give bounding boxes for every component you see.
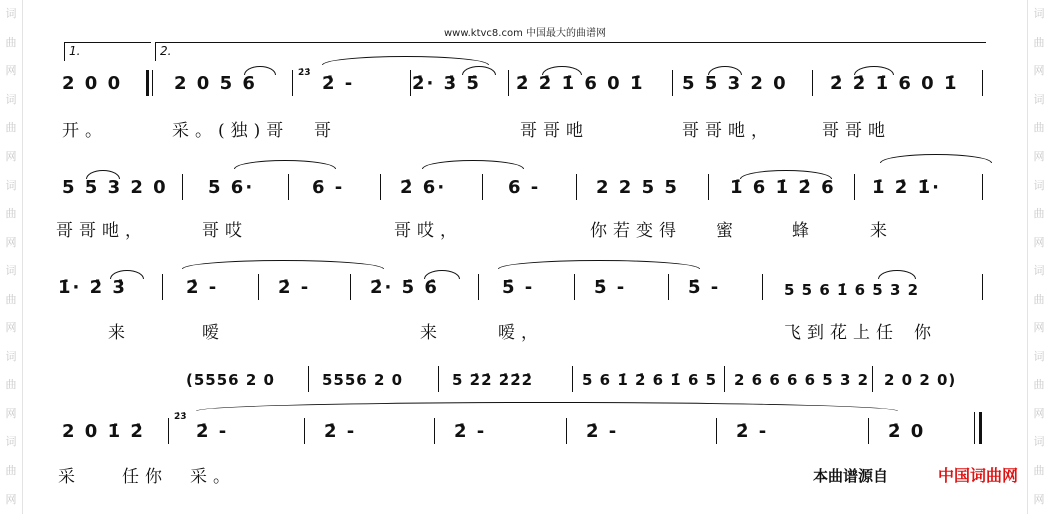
slur (244, 66, 276, 75)
right-watermark-strip (1027, 0, 1050, 514)
slur (542, 66, 582, 75)
watermark-char: 词 (1033, 264, 1045, 278)
tie (498, 260, 700, 269)
watermark-char: 曲 (1033, 292, 1045, 306)
measure: (5556 2 0 (186, 371, 275, 389)
bar-line (350, 274, 351, 300)
bar-line (716, 418, 717, 444)
measure: 5 2̇2̇ 2̇2̇2̇ (452, 371, 534, 389)
bar-line (380, 174, 381, 200)
bar-line (868, 418, 869, 444)
measure: 2̇ - (454, 421, 487, 442)
lyric: 采。(独)哥 (172, 121, 290, 141)
lyric: 采。 (190, 467, 236, 487)
watermark-char: 曲 (5, 121, 17, 135)
bar-line (434, 418, 435, 444)
measure: 2̇ - (196, 421, 229, 442)
final-bar-thick (979, 412, 982, 444)
watermark-char: 网 (1033, 492, 1045, 506)
measure: 2̇· 5̇ 6̇ (370, 277, 439, 298)
watermark-char: 词 (5, 92, 17, 106)
lyric: 你 (914, 323, 937, 343)
score-row-5 (22, 398, 1028, 458)
source-url: www.ktvc8.com 中国最大的曲谱网 (443, 28, 606, 39)
bar-line (508, 70, 509, 96)
bar-line (982, 174, 983, 200)
slur (462, 66, 496, 75)
watermark-char: 曲 (1033, 464, 1045, 478)
bar-line (572, 366, 573, 392)
source-label: 本曲谱源自 (812, 467, 888, 485)
watermark-char: 网 (5, 406, 17, 420)
watermark-char: 词 (1033, 7, 1045, 21)
measure: 5 5 6 1̇ 6 5 3 2 (784, 281, 920, 299)
brand-link[interactable]: 中国词曲网 (937, 466, 1018, 485)
slur (878, 270, 916, 279)
watermark-char: 曲 (1033, 207, 1045, 221)
final-bar-thin (974, 412, 975, 444)
measure: 2̇ 0 (888, 421, 926, 442)
measure: 5̇ - (688, 277, 721, 298)
measure: 2̇ 2̇ 1̇ 6 0 1̇ (830, 73, 959, 94)
measure: 2 0 1̇ 2̇ (62, 421, 145, 442)
measure: 2 0 0 (62, 73, 123, 94)
lyric: 来 (108, 323, 131, 343)
watermark-char: 词 (5, 435, 17, 449)
watermark-char: 词 (1033, 92, 1045, 106)
watermark-char: 网 (1033, 406, 1045, 420)
score-sheet (22, 0, 1028, 514)
watermark-char: 曲 (5, 35, 17, 49)
bar-line (762, 274, 763, 300)
watermark-char: 曲 (1033, 121, 1045, 135)
bar-line (162, 274, 163, 300)
bar-line (304, 418, 305, 444)
measure: 2̇ - (586, 421, 619, 442)
left-watermark-strip (0, 0, 23, 514)
bar-line (812, 70, 813, 96)
lyric: 哥哥吔 (520, 121, 589, 141)
bar-line (288, 174, 289, 200)
measure: 2̇ - (278, 277, 311, 298)
watermark-char: 网 (1033, 321, 1045, 335)
measure: 2 2 5 5 (596, 177, 679, 198)
watermark-char: 词 (5, 178, 17, 192)
measure: 2 0 2 0) (884, 371, 957, 389)
measure: 5 5 3 2 0 (62, 177, 168, 198)
measure: 2̇ - (736, 421, 769, 442)
grace-notes: 2̇3̇ (174, 412, 187, 422)
lyric: 哥哎， (394, 221, 463, 241)
slur (86, 170, 120, 179)
watermark-char: 曲 (5, 378, 17, 392)
tie (182, 260, 384, 269)
watermark-char: 曲 (1033, 378, 1045, 392)
bar-line (182, 174, 183, 200)
measure: 1̇ 6 1̇ 2̇ 6 (730, 177, 836, 198)
lyric: 哥哥吔， (682, 121, 774, 141)
measure: 2̇ - (324, 421, 357, 442)
measure: 2̇ - (186, 277, 219, 298)
watermark-char: 词 (1033, 178, 1045, 192)
slur (110, 270, 144, 279)
lyric: 飞到花上任 (784, 323, 899, 343)
bar-line (872, 366, 873, 392)
watermark-char: 网 (5, 235, 17, 249)
lyric: 哥哎 (202, 221, 248, 241)
lyric: 嗳 (202, 323, 225, 343)
watermark-char: 曲 (5, 464, 17, 478)
lyric: 采 (58, 467, 81, 487)
tie (422, 160, 524, 169)
lyric: 开。 (62, 121, 108, 141)
measure: 5 5 3 2 0 (682, 73, 788, 94)
score-row-2 (22, 150, 1028, 210)
watermark-char: 词 (5, 7, 17, 21)
bar-line (576, 174, 577, 200)
measure: 2 6 6 6 6 5 3 2 (734, 371, 870, 389)
slur (424, 270, 460, 279)
bar-line (574, 274, 575, 300)
lyric: 蜂 (792, 221, 815, 241)
lyric: 嗳， (498, 323, 544, 343)
lyric: 哥哥吔 (822, 121, 891, 141)
watermark-char: 网 (1033, 64, 1045, 78)
watermark-char: 网 (5, 492, 17, 506)
slur (740, 170, 832, 179)
watermark-char: 网 (5, 64, 17, 78)
slur (708, 66, 742, 75)
measure: 2 0 5 6 (174, 73, 257, 94)
measure: 1̇ 2̇ 1̇· (872, 177, 941, 198)
bar-line (478, 274, 479, 300)
measure: 1̇· 2̇ 3̇ (58, 277, 127, 298)
bar-line (482, 174, 483, 200)
watermark-char: 曲 (1033, 35, 1045, 49)
bar-line (566, 418, 567, 444)
bar-line (668, 274, 669, 300)
lyric: 你若变得 (590, 221, 682, 241)
bar-line (724, 366, 725, 392)
bar-line (672, 70, 673, 96)
tie (234, 160, 336, 169)
measure: 2̇ 2̇ 1̇ 6 0 1̇ (516, 73, 645, 94)
tie (880, 154, 992, 163)
volta-1: 1. (64, 42, 151, 61)
watermark-char: 词 (5, 349, 17, 363)
score-row-3 (22, 250, 1028, 310)
bar-line (854, 174, 855, 200)
watermark-char: 曲 (5, 292, 17, 306)
measure: 2̇ - (322, 73, 355, 94)
lyric: 任你 (122, 467, 168, 487)
measure: 5̇ - (594, 277, 627, 298)
grace-notes: 2̇3̇ (298, 68, 311, 78)
bar-line (982, 70, 983, 96)
tie (196, 402, 898, 411)
lyric: 蜜 (716, 221, 739, 241)
watermark-char: 词 (1033, 349, 1045, 363)
measure: 2̇ 6· (400, 177, 447, 198)
bar-line (410, 70, 411, 96)
watermark-char: 网 (1033, 235, 1045, 249)
measure: 5̇ - (502, 277, 535, 298)
watermark-char: 网 (5, 150, 17, 163)
bar-line (258, 274, 259, 300)
bar-line (308, 366, 309, 392)
measure: 5 6 1̇ 2̇ 6 1̇ 6 5 (582, 371, 718, 389)
score-row-4-interlude (22, 362, 1028, 398)
bar-line (982, 274, 983, 300)
measure: 5556 2 0 (322, 371, 404, 389)
lyric: 来 (870, 221, 893, 241)
measure: 5 6· (208, 177, 255, 198)
lyric: 来 (420, 323, 443, 343)
bar-line (152, 70, 153, 96)
bar-line (708, 174, 709, 200)
watermark-char: 网 (5, 321, 17, 335)
watermark-char: 网 (1033, 150, 1045, 163)
watermark-char: 词 (1033, 435, 1045, 449)
watermark-char: 曲 (5, 207, 17, 221)
repeat-bar (146, 70, 149, 96)
bar-line (292, 70, 293, 96)
measure: 6 - (312, 177, 345, 198)
lyric: 哥哥吔， (56, 221, 148, 241)
measure: 2̇· 3̇ 5̇ (412, 73, 481, 94)
measure: 6 - (508, 177, 541, 198)
bar-line (438, 366, 439, 392)
volta-2: 2. (155, 42, 986, 61)
watermark-char: 词 (5, 264, 17, 278)
score-row-1 (22, 42, 1028, 102)
lyric: 哥 (314, 121, 337, 141)
slur (854, 66, 894, 75)
bar-line (168, 418, 169, 444)
